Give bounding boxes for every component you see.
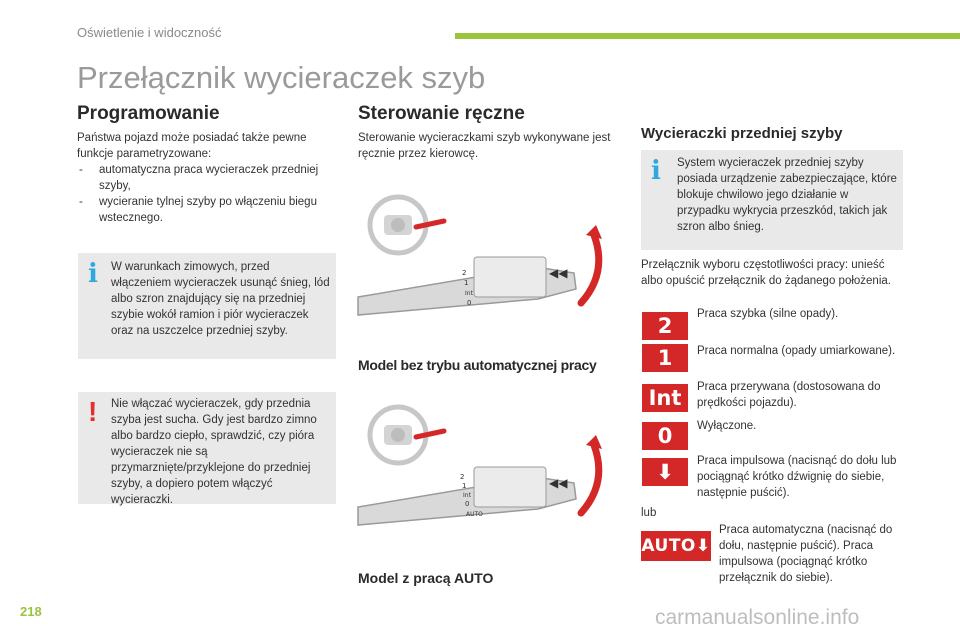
mode-badge-auto: AUTO⬇ [641,531,711,561]
stalk-label-1: 1 [464,279,469,287]
protection-info-box [641,150,903,250]
warning-icon: ! [88,396,98,427]
list-item: - automatyczna praca wycieraczek przedniej szyby, [77,162,339,194]
warning-text: Nie włączać wycieraczek, gdy przednia szyba jest sucha. Gdy jest bardzo zimno albo bardzo ciepło, sprawdzić, czy pióra wycieraczek nie są przymarznięte/przyklejone do przedniej szyby, a dopiero potem włączyć wycieraczki. [111,398,317,506]
arrowhead-icon [586,435,602,449]
mode-text-normal: Praca normalna (opady umiarkowane). [697,345,896,357]
model-with-auto-caption: Model z pracą AUTO [358,570,494,586]
mode-text-single-wipe: Praca impulsowa (nacisnąć do dołu lub pociągnąć krótko dźwignię do siebie, następnie puścić). [697,455,897,499]
winter-info-box [78,253,336,359]
rear-wiper-icon: ◀◀ [549,476,568,490]
frequency-selector-intro: Przełącznik wyboru częstotliwości pracy: unieść albo opuścić przełącznik do żądanego położenia. [641,259,891,287]
stalk-label-0: 0 [465,500,470,508]
mode-badge-int: Int [642,384,688,412]
programming-intro: Państwa pojazd może posiadać także pewne funkcje parametryzowane: [77,132,307,160]
mode-text-intermittent: Praca przerywana (dostosowana do prędkości pojazdu). [697,381,881,409]
mode-text-fast: Praca szybka (silne opady). [697,308,839,320]
info-icon: i [651,156,661,186]
header-divider [455,33,960,39]
front-wipers-heading: Wycieraczki przedniej szyby [641,125,843,142]
pointer-arrow-icon [416,221,444,227]
section-title: Oświetlenie i widoczność [77,25,222,40]
mode-text-auto: Praca automatyczna (nacisnąć do dołu, następnie puścić). Praca impulsowa (pociągnąć krótko przełącznik do siebie). [719,524,893,584]
mode-badge-2: 2 [642,312,688,340]
pointer-arrow-icon [416,431,444,437]
page-number: 218 [20,604,42,619]
manual-heading: Sterowanie ręczne [358,103,525,124]
rear-wiper-icon: ◀◀ [549,266,568,280]
mode-text-off: Wyłączone. [697,420,757,432]
move-stalk-arrow-icon [581,445,599,513]
stalk-label-auto: AUTO [466,511,483,518]
or-label: lub [641,507,657,519]
mode-badge-1: 1 [642,344,688,372]
info-icon: i [88,259,98,289]
dry-glass-warning-box [78,392,336,504]
model-without-auto-caption: Model bez trybu automatycznej pracy [358,357,597,373]
wiper-stalk-illustration-basic [356,185,618,335]
programming-heading: Programowanie [77,103,220,124]
winter-info-text: W warunkach zimowych, przed włączeniem wycieraczek usunąć śnieg, lód albo szron znajdujący się na przedniej szybie wokół ramion i piór wycieraczek oraz na uszczelce przedniej szyby. [111,261,330,337]
stalk-label-2: 2 [462,269,467,277]
watermark: carmanualsonline.info [655,606,860,629]
manual-intro: Sterowanie wycieraczkami szyb wykonywane jest ręcznie przez kierowcę. [358,132,611,160]
stalk-label-1: 1 [462,482,467,490]
stalk-label-int: Int [465,290,473,297]
page-title: Przełącznik wycieraczek szyb [77,60,486,95]
stalk-label-2: 2 [460,473,465,481]
wiper-stalk-illustration-auto [356,395,618,545]
programming-list [77,162,339,226]
arrowhead-icon [586,225,602,239]
list-item: - wycieranie tylnej szyby po włączeniu biegu wstecznego. [77,194,339,226]
stalk-dial [474,257,546,297]
mode-badge-0: 0 [642,422,688,450]
stalk-label-int: Int [463,492,471,499]
protection-info-text: System wycieraczek przedniej szyby posiada urządzenie zabezpieczające, które blokuje chwilowo jego działanie w przypadku wykrycia przeszkód, takich jak szron albo śnieg. [677,157,897,233]
stalk-label-0: 0 [467,299,472,307]
stalk-dial [474,467,546,507]
move-stalk-arrow-icon [581,235,599,303]
mode-badge-single-wipe: ⬇ [642,458,688,486]
